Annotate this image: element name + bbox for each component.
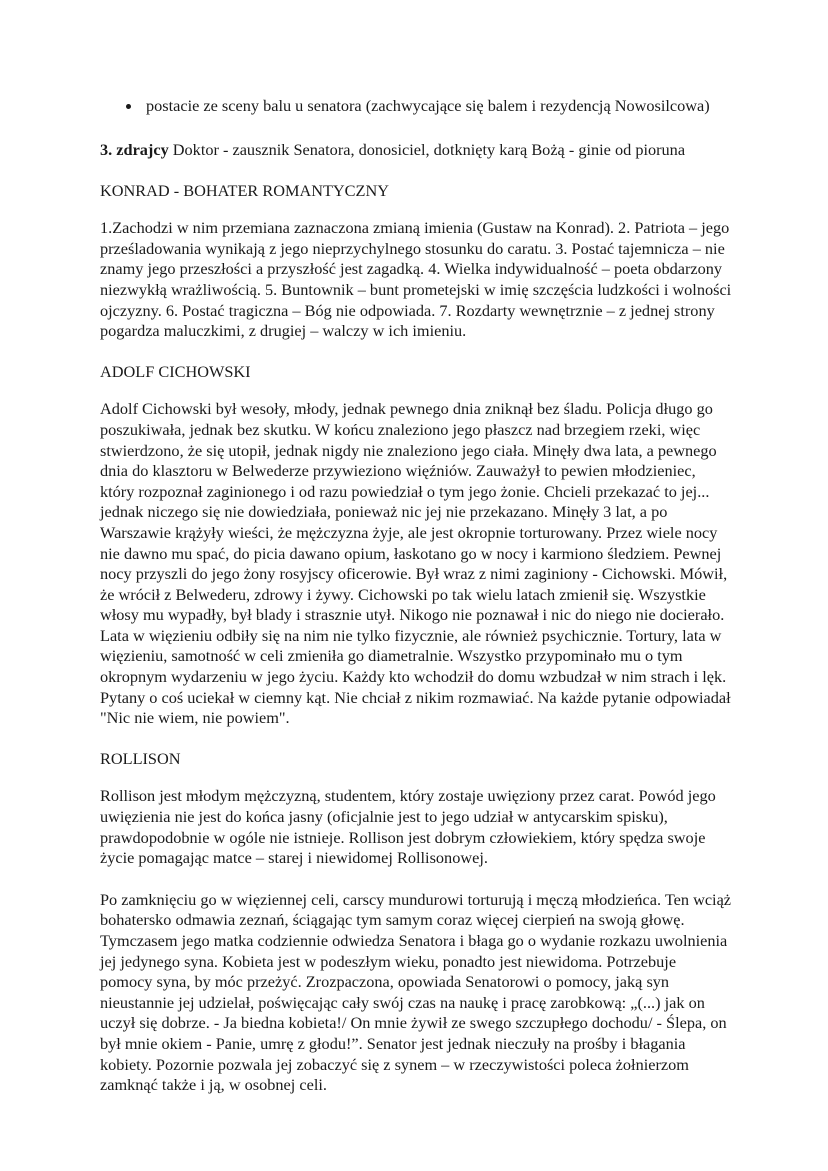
traitors-text: Doktor - zausznik Senatora, donosiciel, dotknięty karą Bożą - ginie od pioruna	[168, 140, 686, 159]
konrad-heading: KONRAD - BOHATER ROMANTYCZNY	[100, 180, 389, 200]
rollison-paragraph-2: Po zamknięciu go w więziennej celi, carscy mundurowi torturują i męczą młodzieńca. Ten wciąż bohatersko odmawia zeznań, ściągając tym samym coraz więcej cierpień na swoją głowę. Tymczasem jego matka codziennie odwiedza Senatora i błaga go o wydanie rozkazu uwolnienia jej jedynego syna. Kobieta jest w podeszłym wieku, ponadto jest niewidoma. Potrzebuje pomocy syna, by móc przeżyć. Zrozpaczona, opowiada Senatorowi o pomocy, jaką syn nieustannie jej udzielał, poświęcając cały swój czas na naukę i pracę zarobkową: „(...) jak on uczył się dobrze. - Ja biedna kobieta!/ On mnie żywił ze swego szczupłego dochodu/ - Ślepa, on był mnie okiem - Panie, umrę z głodu!”. Senator jest jednak nieczuły na prośby i błagania kobiety. Pozornie pozwala jej zobaczyć się z synem – w rzeczywistości poleca żołnierzom zamknąć także i ją, w osobnej celi.	[100, 889, 732, 1095]
character-bullet-list	[100, 96, 732, 116]
list-item: postacie ze sceny balu u senatora (zachwycające się balem i rezydencją Nowosilcowa)	[126, 96, 732, 116]
rollison-paragraph-1: Rollison jest młodym mężczyzną, studentem, który zostaje uwięziony przez carat. Powód jego uwięzienia nie jest do końca jasny (oficjalnie jest to jego udział w antycarskim spisku), prawdopodobnie w ogóle nie istnieje. Rollison jest dobrym człowiekiem, który spędza swoje życie pomagając matce – starej i niewidomej Rollisonowej.	[100, 786, 716, 868]
traitors-label: 3. zdrajcy	[100, 140, 169, 159]
cichowski-heading: ADOLF CICHOWSKI	[100, 361, 251, 381]
cichowski-paragraph: Adolf Cichowski był wesoły, młody, jednak pewnego dnia zniknął bez śladu. Policja długo go poszukiwała, jednak bez skutku. W końcu znaleziono jego płaszcz nad brzegiem rzeki, więc stwierdzono, że się utopił, jednak nigdy nie znaleziono jego ciała. Minęły dwa lata, a pewnego dnia do klasztoru w Belwederze przywieziono więźniów. Zauważył to pewien młodzieniec, który rozpoznał zaginionego i od razu powiedział o tym jego żonie. Chcieli przekazać to jej... jednak niczego się nie dowiedziała, ponieważ nic jej nie przekazano. Minęły 3 lat, a po Warszawie krążyły wieści, że mężczyzna żyje, ale jest okropnie torturowany. Przez wiele nocy nie dawno mu spać, do picia dawano opium, łaskotano go w nocy i karmiono śledziem. Pewnej nocy przyszli do jego żony rosyjscy oficerowie. Był wraz z nimi zaginiony - Cichowski. Mówił, że wrócił z Belwederu, zdrowy i żywy. Cichowski po tak wielu latach zmienił się. Wszystkie włosy mu wypadły, był blady i strasznie utył. Nikogo nie poznawał i nic do niego nie docierało. Lata w więzieniu odbiły się na nim nie tylko fizycznie, ale również psychicznie. Tortury, lata w więzieniu, samotność w celi zmieniła go diametralnie. Wszystko przypominało mu o tym okropnym wydarzeniu w jego życiu. Każdy kto wchodził do domu wzbudzał w nim strach i lęk. Pytany o coś uciekał w ciemny kąt. Nie chciał z nikim rozmawiać. Na każde pytanie odpowiadał "Nic nie wiem, nie powiem".	[100, 399, 731, 728]
rollison-heading: ROLLISON	[100, 748, 181, 768]
konrad-paragraph: 1.Zachodzi w nim przemiana zaznaczona zmianą imienia (Gustaw na Konrad). 2. Patriota – jego prześladowania wynikają z jego nieprzychylnego stosunku do caratu. 3. Postać tajemnicza – nie znamy jego przeszłości a przyszłość jest zagadką. 4. Wielka indywidualność – poeta obdarzony niezwykłą wrażliwością. 5. Buntownik – bunt prometejski w imię szczęścia ludzkości i wolności ojczyzny. 6. Postać tragiczna – Bóg nie odpowiada. 7. Rozdarty wewnętrznie – z jednej strony pogardza maluczkimi, z drugiej – walczy w ich imieniu.	[100, 218, 732, 341]
traitors-paragraph	[100, 140, 732, 161]
